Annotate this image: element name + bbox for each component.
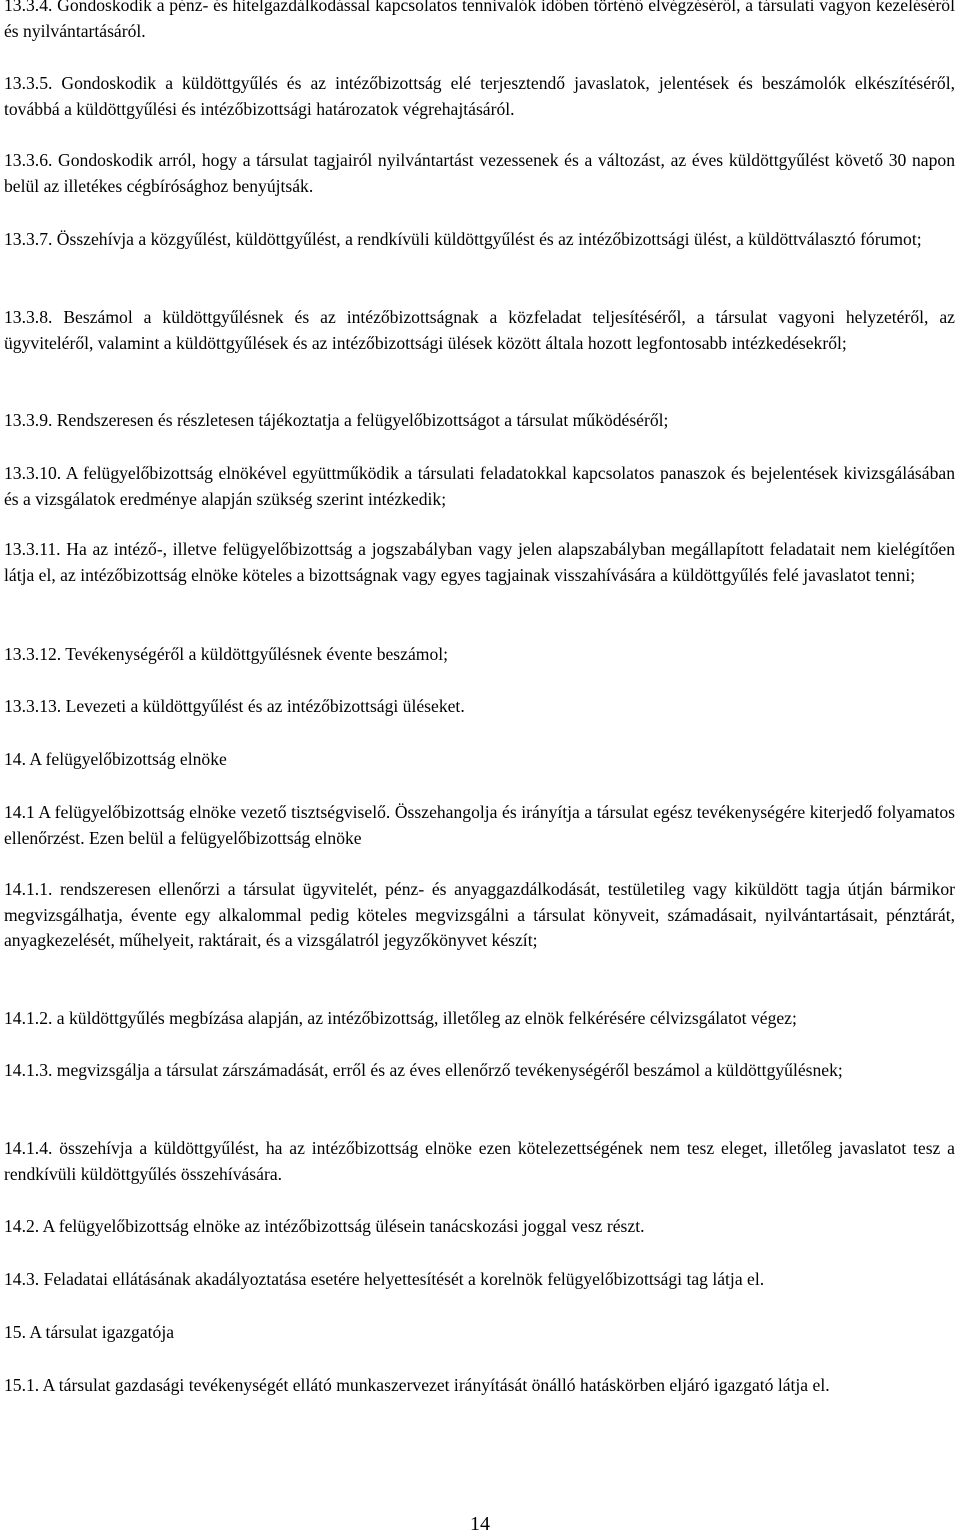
paragraph-14-1-4: 14.1.4. összehívja a küldöttgyűlést, ha az intézőbizottság elnöke ezen kötelezettségének nem tesz eleget, illetőleg javaslatot tesz a rendkívüli küldöttgyűlés összehívására. (4, 1138, 955, 1184)
paragraph-14-1-2: 14.1.2. a küldöttgyűlés megbízása alapján, az intézőbizottság, illetőleg az elnök felkérésére célvizsgálatot végez; (4, 1008, 797, 1028)
paragraph-13-3-8: 13.3.8. Beszámol a küldöttgyűlésnek és az intézőbizottságnak a közfeladat teljesítéséről, a társulat vagyoni helyzetéről, az ügyviteléről, valamint a küldöttgyűlések és az intézőbizottsági ülések között általa hozott legfontosabb intézkedésekről; (4, 307, 955, 353)
paragraph-14-3: 14.3. Feladatai ellátásának akadályoztatása esetére helyettesítését a korelnök felügyelőbizottsági tag látja el. (4, 1269, 765, 1289)
paragraph-14-1-1: 14.1.1. rendszeresen ellenőrzi a társulat ügyvitelét, pénz- és anyaggazdálkodását, testületileg vagy kiküldött tagja útján bármikor megvizsgálhatja, évente egy alkalommal pedig köteles megvizsgálni a társulat könyveit, számadásait, nyilvántartásait, pénztárát, anyagkezelését, műhelyeit, raktárait, és a vizsgálatról jegyzőkönyvet készít; (4, 879, 955, 950)
paragraph-15-1: 15.1. A társulat gazdasági tevékenységét ellátó munkaszervezet irányítását önálló hatáskörben eljáró igazgató látja el. (4, 1375, 830, 1395)
section-heading-14: 14. A felügyelőbizottság elnöke (4, 749, 227, 769)
paragraph-13-3-9: 13.3.9. Rendszeresen és részletesen tájékoztatja a felügyelőbizottságot a társulat működéséről; (4, 410, 669, 430)
paragraph-13-3-12: 13.3.12. Tevékenységéről a küldöttgyűlésnek évente beszámol; (4, 644, 449, 664)
paragraph-14-2: 14.2. A felügyelőbizottság elnöke az intézőbizottság ülésein tanácskozási joggal vesz részt. (4, 1216, 645, 1236)
paragraph-13-3-6: 13.3.6. Gondoskodik arról, hogy a társulat tagjairól nyilvántartást vezessenek és a változást, az éves küldöttgyűlést követő 30 napon belül az illetékes cégbírósághoz benyújtsák. (4, 150, 955, 196)
page-number: 14 (470, 1513, 490, 1535)
paragraph-13-3-7: 13.3.7. Összehívja a közgyűlést, küldöttgyűlést, a rendkívüli küldöttgyűlést és az intézőbizottsági ülést, a küldöttválasztó fórumot; (4, 229, 922, 249)
paragraph-13-3-4: 13.3.4. Gondoskodik a pénz- és hitelgazdálkodással kapcsolatos tennivalók időben történő elvégzéséről, a társulati vagyon kezeléséről és nyilvántartásáról. (4, 0, 955, 41)
paragraph-13-3-11: 13.3.11. Ha az intéző-, illetve felügyelőbizottság a jogszabályban vagy jelen alapszabályban megállapított feladatait nem kielégítően látja el, az intézőbizottság elnöke köteles a bizottságnak vagy egyes tagjainak visszahívására a küldöttgyűlés felé javaslatot tenni; (4, 539, 955, 585)
paragraph-13-3-5: 13.3.5. Gondoskodik a küldöttgyűlés és az intézőbizottság elé terjesztendő javaslatok, jelentések és beszámolók elkészítéséről, továbbá a küldöttgyűlési és intézőbizottsági határozatok végrehajtásáról. (4, 73, 955, 119)
section-heading-15: 15. A társulat igazgatója (4, 1322, 175, 1342)
paragraph-14-1: 14.1 A felügyelőbizottság elnöke vezető tisztségviselő. Összehangolja és irányítja a társulat egész tevékenységére kiterjedő folyamatos ellenőrzést. Ezen belül a felügyelőbizottság elnöke (4, 802, 955, 848)
paragraph-13-3-13: 13.3.13. Levezeti a küldöttgyűlést és az intézőbizottsági üléseket. (4, 696, 465, 716)
paragraph-13-3-10: 13.3.10. A felügyelőbizottság elnökével együttműködik a társulati feladatokkal kapcsolatos panaszok és bejelentések kivizsgálásában és a vizsgálatok eredménye alapján szükség szerint intézkedik; (4, 463, 955, 509)
paragraph-14-1-3: 14.1.3. megvizsgálja a társulat zárszámadását, erről és az éves ellenőrző tevékenységéről beszámol a küldöttgyűlésnek; (4, 1060, 843, 1080)
